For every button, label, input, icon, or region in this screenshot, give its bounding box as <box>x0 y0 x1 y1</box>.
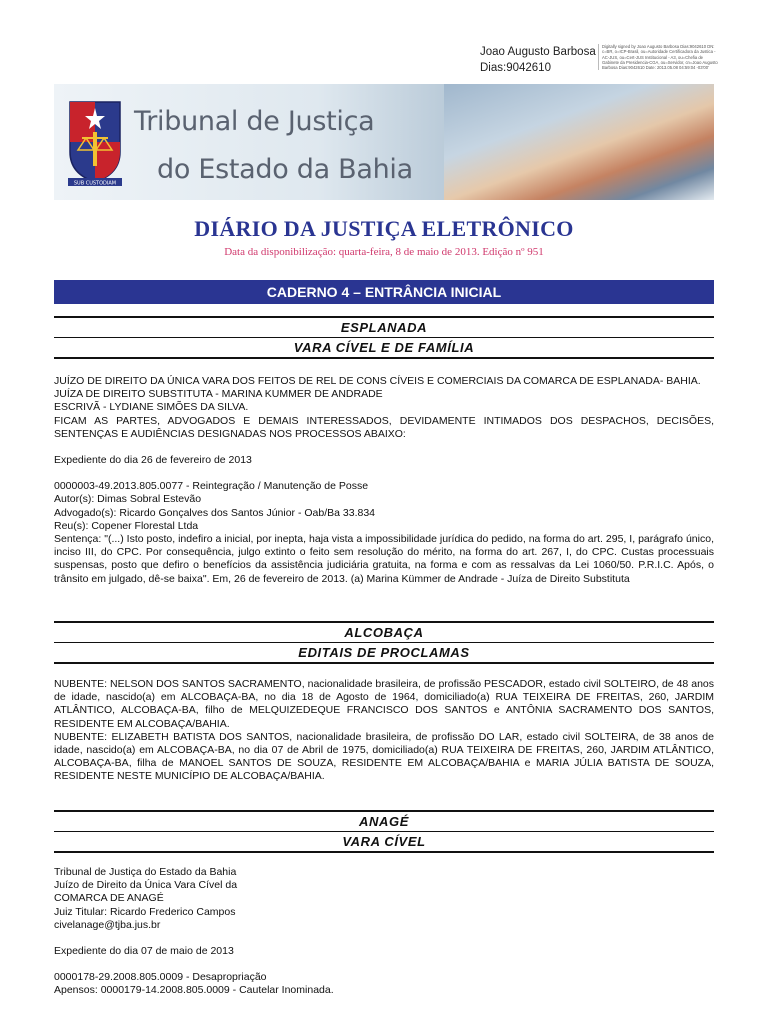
paragraph: ESCRIVÃ - LYDIANE SIMÕES DA SILVA. <box>54 401 249 414</box>
section-header-anage <box>54 810 714 853</box>
section-header-alcobaca <box>54 621 714 664</box>
crest-icon <box>64 94 126 189</box>
paragraph: FICAM AS PARTES, ADVOGADOS E DEMAIS INTERESSADOS, DEVIDAMENTE INTIMADOS DOS DESPACHOS, DECISÕES, SENTENÇAS E AUDIÊNCIAS DESIGNADAS NOS PROCESSOS ABAIXO: <box>54 414 714 440</box>
paragraph: Autor(s): Dimas Sobral Estevão <box>54 493 202 506</box>
signer-id-line: Dias:9042610 <box>480 62 551 74</box>
paragraph: Advogado(s): Ricardo Gonçalves dos Santos Júnior - Oab/Ba 33.834 <box>54 506 376 519</box>
paragraph: JUÍZO DE DIREITO DA ÚNICA VARA DOS FEITOS DE REL DE CONS CÍVEIS E COMERCIAIS DA COMARCA DE ESPLANADA- BAHIA. <box>54 375 701 387</box>
edition-date: Data da disponibilização: quarta-feira, 8 de maio de 2013. Edição nº 951 <box>224 246 544 258</box>
paragraph: JUÍZA DE DIREITO SUBSTITUTA - MARINA KUMMER DE ANDRADE <box>54 388 383 401</box>
vara-title: EDITAIS DE PROCLAMAS <box>298 645 470 660</box>
paragraph: Expediente do dia 07 de maio de 2013 <box>54 945 234 958</box>
signer-name-line: Joao Augusto Barbosa <box>480 46 596 58</box>
page-title: DIÁRIO DA JUSTIÇA ELETRÔNICO <box>194 216 574 241</box>
tribunal-banner <box>54 84 714 200</box>
comarca-title: ESPLANADA <box>340 320 428 335</box>
paragraph: COMARCA DE ANAGÉ <box>54 892 164 905</box>
paragraph: Reu(s): Copener Florestal Ltda <box>54 519 199 532</box>
section-body-anage <box>54 866 714 998</box>
caderno-header: CADERNO 4 – ENTRÂNCIA INICIAL <box>54 280 714 304</box>
building-photo <box>444 84 714 200</box>
paragraph: NUBENTE: ELIZABETH BATISTA DOS SANTOS, nacionalidade brasileira, de profissão DO LAR, estado civil SOLTEIRA, de 38 anos de idade, nascido(a) em ALCOBAÇA-BA, no dia 07 de Abril de 1975, domiciliado(a) RUA TEIXEIRA DE FREITAS, 260, JARDIM ATLÂNTICO, ALCOBAÇA-BA, filha de MANOEL SANTOS DE SOUZA, RESIDENTE EM ALCOBAÇA/BAHIA e MARIA JÚLIA BATISTA DE SOUZA, RESIDENTE NESTE MUNICÍPIO DE ALCOBAÇA/BAHIA. <box>54 730 714 783</box>
comarca-title: ANAGÉ <box>359 814 409 829</box>
section-header-esplanada <box>54 316 714 359</box>
paragraph: Juízo de Direito da Única Vara Cível da <box>54 879 238 892</box>
paragraph: Tribunal de Justiça do Estado da Bahia <box>54 866 237 878</box>
paragraph: civelanage@tjba.jus.br <box>54 918 161 931</box>
comarca-title: ALCOBAÇA <box>344 625 424 640</box>
banner-title-line1: Tribunal de Justiça <box>134 106 375 137</box>
section-body-esplanada <box>54 375 714 586</box>
paragraph: 0000178-29.2008.805.0009 - Desapropriação <box>54 971 267 984</box>
paragraph: 0000003-49.2013.805.0077 - Reintegração / Manutenção de Posse <box>54 480 369 493</box>
banner-title-line2: do Estado da Bahia <box>157 154 413 185</box>
crest-motto: SUB CUSTODIAM <box>73 180 117 187</box>
signer-name <box>480 44 596 76</box>
paragraph: Sentença: "(...) Isto posto, indefiro a inicial, por inepta, haja vista a impossibilidade jurídica do pedido, na forma do art. 295, I, parágrafo único, inciso III, do CPC. Por consequência, julgo extinto o feito sem resolução do mérito, na forma do art. 267, I, do CPC. Custas processuais suspensas, posto que defiro o benefícios da assistência judiciária gratuita, na forma e com as ressalvas da Lei 1060/50. P.R.I.C. Após, o trânsito em julgado, dê-se baixa". Em, 26 de fevereiro de 2013. (a) Marina Kümmer de Andrade - Juíza de Direito Substituta <box>54 533 714 585</box>
paragraph: Expediente do dia 26 de fevereiro de 2013 <box>54 454 252 467</box>
signature-detail: Digitally signed by Joao Augusto Barbosa Dias:9042610 DN: c=BR, o=ICP-Brasil, ou=Autoridade Certificadora da Justica - AC-JUS, ou=Cert-JUS Institucional - A3, ou=Chefia de Gabinete da Presidencia-CGA, ou=Servidor, cn=Joao Augusto Barbosa Dias:9042610 Date: 2013.05.08 04:59:04 -03'00' <box>598 44 720 70</box>
section-body-alcobaca <box>54 678 714 784</box>
vara-title: VARA CÍVEL <box>342 834 426 849</box>
vara-title: VARA CÍVEL E DE FAMÍLIA <box>293 340 475 355</box>
paragraph: Juiz Titular: Ricardo Frederico Campos <box>54 905 236 918</box>
paragraph: Apensos: 0000179-14.2008.805.0009 - Cautelar Inominada. <box>54 984 334 997</box>
paragraph: NUBENTE: NELSON DOS SANTOS SACRAMENTO, nacionalidade brasileira, de profissão PESCADOR, estado civil SOLTEIRO, de 48 anos de idade, nascido(a) em ALCOBAÇA-BA, no dia 18 de Agosto de 1964, domiciliado(a) RUA TEIXEIRA DE FREITAS, 260, JARDIM ATLÂNTICO, ALCOBAÇA-BA, filho de MELQUIZEDEQUE FRANCISCO DOS SANTOS e ANTÔNIA SACRAMENTO DOS SANTOS, RESIDENTE EM ALCOBAÇA/BAHIA. <box>54 678 714 730</box>
